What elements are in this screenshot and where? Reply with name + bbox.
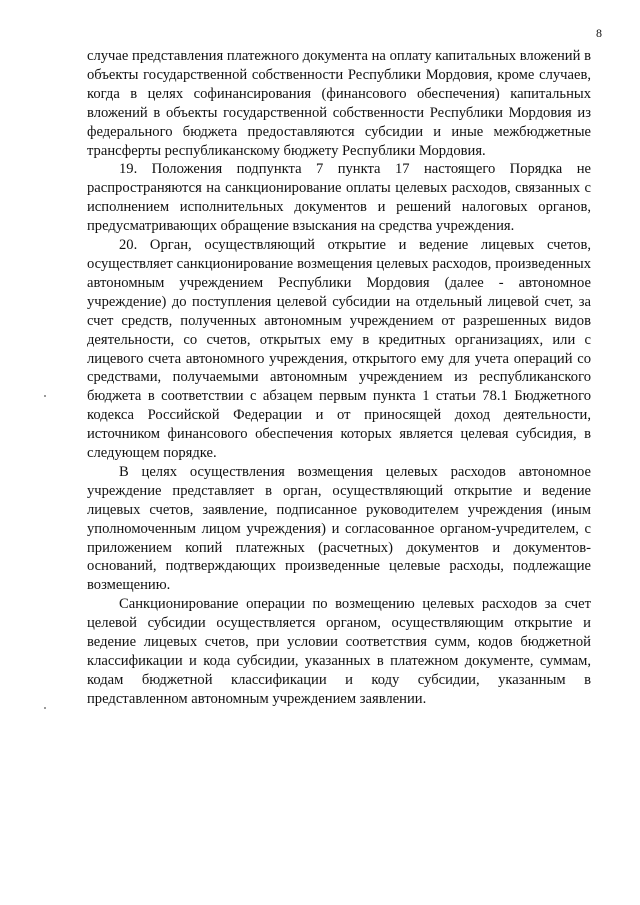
page-number: 8 bbox=[596, 26, 602, 40]
paragraph-item-19: 19. Положения подпункта 7 пункта 17 настоящего Порядка не распространяются на санкционирование оплаты целевых расходов, связанных с исполнением исполнительных документов и решений налоговых органов, предусматривающих обращение взыскания на средства учреждения. bbox=[87, 161, 591, 235]
scan-mark-lower bbox=[44, 707, 46, 709]
paragraph-item-20: 20. Орган, осуществляющий открытие и ведение лицевых счетов, осуществляет санкционирование возмещения целевых расходов, произведенных автономным учреждением Республики Мордовия (далее - автономное учреждение) до поступления целевой субсидии на отдельный лицевой счет, за счет средств, полученных автономным учреждением от разрешенных видов деятельности, со счетов, открытых ему в кредитных организациях, или с лицевого счета автономного учреждения, открытого ему для учета операций со средствами, получаемыми автономным учреждением из республиканского бюджета в соответствии с абзацем первым пункта 1 статьи 78.1 Бюджетного кодекса Российской Федерации и от приносящей доход деятельности, источником финансового обеспечения которых является целевая субсидия, в следующем порядке. bbox=[87, 237, 591, 462]
paragraph-reimbursement-request: В целях осуществления возмещения целевых расходов автономное учреждение представляет в орган, осуществляющий открытие и ведение лицевых счетов, заявление, подписанное руководителем учреждения (иным уполномоченным лицом учреждения) и согласованное органом-учредителем, с приложением копий платежных (расчетных) документов и документов-оснований, подтверждающих произведенные целевые расходы, подлежащие возмещению. bbox=[87, 463, 591, 594]
paragraph-sanctioning-conditions: Санкционирование операции по возмещению целевых расходов за счет целевой субсидии осуществляется органом, осуществляющим открытие и ведение лицевых счетов, при условии соответствия сумм, кодов бюджетной классификации и кода субсидии, указанных в платежном документе, суммам, кодам бюджетной классификации и коду субсидии, указанным в представленном автономным учреждением заявлении. bbox=[87, 596, 591, 707]
document-body bbox=[87, 47, 591, 709]
scan-mark-upper bbox=[44, 395, 46, 397]
paragraph-continuation: случае представления платежного документа на оплату капитальных вложений в объекты государственной собственности Республики Мордовия, кроме случаев, когда в целях софинансирования (финансового обеспечения) капитальных вложений в объекты государственной собственности Республики Мордовия из федерального бюджета предоставляются субсидии и иные межбюджетные трансферты республиканскому бюджету Республики Мордовия. bbox=[87, 48, 591, 159]
